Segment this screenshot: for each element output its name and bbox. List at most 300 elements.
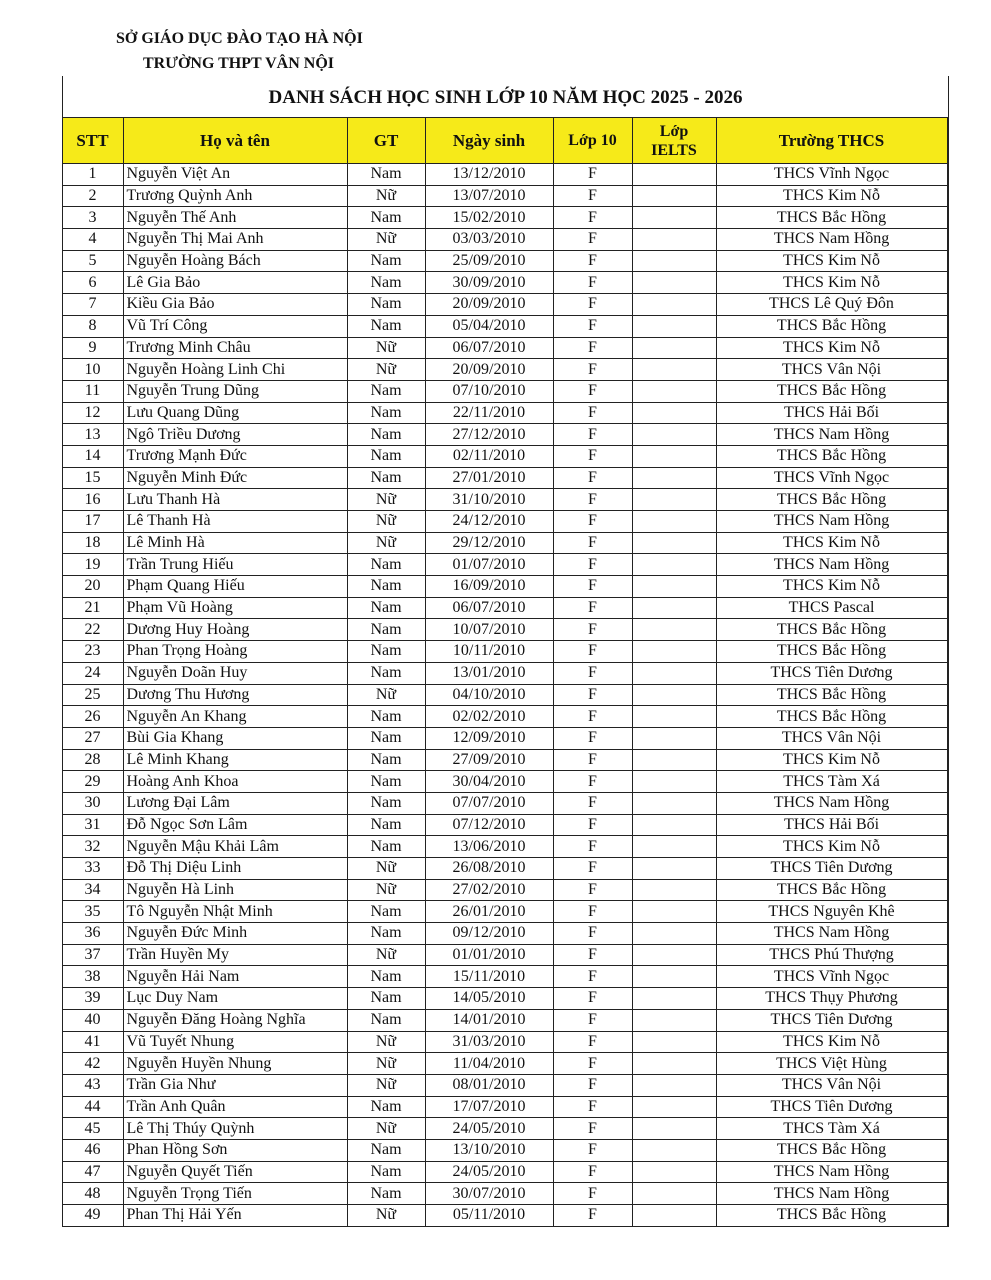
cell-stt: 19 <box>62 554 123 576</box>
cell-dob: 24/05/2010 <box>425 1161 553 1183</box>
cell-class10: F <box>553 229 632 251</box>
cell-ielts <box>632 749 716 771</box>
cell-name: Đỗ Thị Diệu Linh <box>123 858 347 880</box>
cell-gender: Nam <box>347 272 425 294</box>
cell-gender: Nam <box>347 749 425 771</box>
cell-name: Nguyễn Thế Anh <box>123 207 347 229</box>
cell-ielts <box>632 771 716 793</box>
cell-class10: F <box>553 944 632 966</box>
cell-stt: 37 <box>62 944 123 966</box>
table-row <box>62 879 947 901</box>
cell-name: Lương Đại Lâm <box>123 792 347 814</box>
cell-ielts <box>632 294 716 316</box>
cell-stt: 25 <box>62 684 123 706</box>
cell-stt: 33 <box>62 858 123 880</box>
table-row <box>62 944 947 966</box>
table-row <box>62 966 947 988</box>
cell-stt: 2 <box>62 185 123 207</box>
cell-gender: Nam <box>347 814 425 836</box>
cell-stt: 35 <box>62 901 123 923</box>
cell-name: Nguyễn Việt An <box>123 164 347 186</box>
cell-school: THCS Tiên Dương <box>716 858 947 880</box>
cell-gender: Nam <box>347 1139 425 1161</box>
cell-ielts <box>632 792 716 814</box>
cell-dob: 07/07/2010 <box>425 792 553 814</box>
cell-class10: F <box>553 489 632 511</box>
cell-dob: 30/09/2010 <box>425 272 553 294</box>
cell-dob: 13/06/2010 <box>425 836 553 858</box>
cell-gender: Nam <box>347 1161 425 1183</box>
cell-school: THCS Lê Quý Đôn <box>716 294 947 316</box>
cell-name: Lê Thị Thúy Quỳnh <box>123 1118 347 1140</box>
cell-school: THCS Kim Nỗ <box>716 836 947 858</box>
table-row <box>62 207 947 229</box>
cell-name: Lục Duy Nam <box>123 988 347 1010</box>
cell-dob: 27/01/2010 <box>425 467 553 489</box>
cell-name: Lê Minh Khang <box>123 749 347 771</box>
cell-dob: 13/01/2010 <box>425 662 553 684</box>
cell-dob: 12/09/2010 <box>425 727 553 749</box>
table-row <box>62 185 947 207</box>
cell-class10: F <box>553 380 632 402</box>
table-row <box>62 706 947 728</box>
cell-stt: 12 <box>62 402 123 424</box>
cell-dob: 01/01/2010 <box>425 944 553 966</box>
cell-class10: F <box>553 641 632 663</box>
cell-name: Đỗ Ngọc Sơn Lâm <box>123 814 347 836</box>
cell-dob: 27/09/2010 <box>425 749 553 771</box>
cell-stt: 48 <box>62 1183 123 1205</box>
cell-school: THCS Kim Nỗ <box>716 532 947 554</box>
cell-school: THCS Nam Hồng <box>716 923 947 945</box>
cell-class10: F <box>553 1183 632 1205</box>
cell-dob: 10/07/2010 <box>425 619 553 641</box>
list-title: DANH SÁCH HỌC SINH LỚP 10 NĂM HỌC 2025 - 2026 <box>268 87 743 108</box>
cell-gender: Nữ <box>347 359 425 381</box>
cell-school: THCS Nam Hồng <box>716 554 947 576</box>
cell-dob: 09/12/2010 <box>425 923 553 945</box>
column-header-class10: Lớp 10 <box>553 118 632 164</box>
table-row <box>62 1161 947 1183</box>
cell-name: Trương Quỳnh Anh <box>123 185 347 207</box>
cell-gender: Nữ <box>347 1118 425 1140</box>
cell-school: THCS Việt Hùng <box>716 1053 947 1075</box>
cell-school: THCS Vân Nội <box>716 1074 947 1096</box>
cell-school: THCS Vĩnh Ngọc <box>716 966 947 988</box>
cell-class10: F <box>553 1118 632 1140</box>
table-row <box>62 1031 947 1053</box>
table-row <box>62 229 947 251</box>
cell-ielts <box>632 641 716 663</box>
cell-school: THCS Vân Nội <box>716 359 947 381</box>
cell-name: Ngô Triều Dương <box>123 424 347 446</box>
cell-stt: 30 <box>62 792 123 814</box>
table-row <box>62 359 947 381</box>
cell-name: Nguyễn Huyền Nhung <box>123 1053 347 1075</box>
cell-name: Nguyễn Mậu Khải Lâm <box>123 836 347 858</box>
cell-school: THCS Nam Hồng <box>716 1183 947 1205</box>
table-row <box>62 1096 947 1118</box>
cell-class10: F <box>553 662 632 684</box>
cell-name: Phạm Vũ Hoàng <box>123 597 347 619</box>
cell-school: THCS Tàm Xá <box>716 1118 947 1140</box>
cell-dob: 04/10/2010 <box>425 684 553 706</box>
cell-class10: F <box>553 814 632 836</box>
cell-gender: Nam <box>347 1009 425 1031</box>
cell-school: THCS Phú Thượng <box>716 944 947 966</box>
cell-stt: 16 <box>62 489 123 511</box>
cell-name: Nguyễn Đức Minh <box>123 923 347 945</box>
cell-name: Lê Thanh Hà <box>123 511 347 533</box>
cell-class10: F <box>553 858 632 880</box>
cell-class10: F <box>553 1009 632 1031</box>
student-table <box>62 117 948 1227</box>
cell-class10: F <box>553 792 632 814</box>
cell-name: Nguyễn Đăng Hoàng Nghĩa <box>123 1009 347 1031</box>
cell-stt: 10 <box>62 359 123 381</box>
cell-dob: 08/01/2010 <box>425 1074 553 1096</box>
cell-name: Tô Nguyễn Nhật Minh <box>123 901 347 923</box>
cell-ielts <box>632 1053 716 1075</box>
table-row <box>62 1074 947 1096</box>
cell-school: THCS Kim Nỗ <box>716 250 947 272</box>
cell-gender: Nữ <box>347 1074 425 1096</box>
cell-class10: F <box>553 771 632 793</box>
cell-dob: 31/03/2010 <box>425 1031 553 1053</box>
cell-stt: 34 <box>62 879 123 901</box>
cell-dob: 30/04/2010 <box>425 771 553 793</box>
cell-class10: F <box>553 901 632 923</box>
cell-school: THCS Tàm Xá <box>716 771 947 793</box>
cell-ielts <box>632 684 716 706</box>
cell-dob: 29/12/2010 <box>425 532 553 554</box>
column-header-gender: GT <box>347 118 425 164</box>
table-row <box>62 792 947 814</box>
cell-school: THCS Nguyên Khê <box>716 901 947 923</box>
cell-dob: 20/09/2010 <box>425 294 553 316</box>
cell-dob: 01/07/2010 <box>425 554 553 576</box>
cell-stt: 14 <box>62 445 123 467</box>
table-row <box>62 380 947 402</box>
cell-name: Nguyễn Thị Mai Anh <box>123 229 347 251</box>
cell-school: THCS Kim Nỗ <box>716 185 947 207</box>
cell-gender: Nữ <box>347 944 425 966</box>
cell-gender: Nữ <box>347 1205 425 1227</box>
table-row <box>62 858 947 880</box>
cell-school: THCS Hải Bối <box>716 814 947 836</box>
table-row <box>62 402 947 424</box>
cell-name: Lê Gia Bảo <box>123 272 347 294</box>
cell-stt: 46 <box>62 1139 123 1161</box>
cell-dob: 05/11/2010 <box>425 1205 553 1227</box>
cell-dob: 05/04/2010 <box>425 315 553 337</box>
cell-stt: 9 <box>62 337 123 359</box>
cell-name: Nguyễn Hải Nam <box>123 966 347 988</box>
cell-gender: Nữ <box>347 858 425 880</box>
cell-name: Dương Thu Hương <box>123 684 347 706</box>
cell-dob: 10/11/2010 <box>425 641 553 663</box>
cell-class10: F <box>553 1096 632 1118</box>
cell-class10: F <box>553 1161 632 1183</box>
cell-dob: 26/01/2010 <box>425 901 553 923</box>
cell-name: Nguyễn Doãn Huy <box>123 662 347 684</box>
cell-stt: 22 <box>62 619 123 641</box>
table-row <box>62 836 947 858</box>
cell-gender: Nam <box>347 576 425 598</box>
cell-name: Vũ Trí Công <box>123 315 347 337</box>
cell-ielts <box>632 445 716 467</box>
cell-class10: F <box>553 966 632 988</box>
department-name: SỞ GIÁO DỤC ĐÀO TẠO HÀ NỘI <box>116 30 363 47</box>
cell-ielts <box>632 923 716 945</box>
cell-name: Nguyễn Hoàng Linh Chi <box>123 359 347 381</box>
table-row <box>62 901 947 923</box>
cell-name: Trần Anh Quân <box>123 1096 347 1118</box>
cell-dob: 25/09/2010 <box>425 250 553 272</box>
cell-school: THCS Bắc Hồng <box>716 315 947 337</box>
cell-dob: 13/07/2010 <box>425 185 553 207</box>
cell-gender: Nữ <box>347 1031 425 1053</box>
cell-name: Nguyễn Quyết Tiến <box>123 1161 347 1183</box>
cell-name: Nguyễn Trung Dũng <box>123 380 347 402</box>
cell-gender: Nam <box>347 641 425 663</box>
table-row <box>62 511 947 533</box>
cell-dob: 16/09/2010 <box>425 576 553 598</box>
student-list-sheet <box>62 76 949 1227</box>
cell-dob: 24/05/2010 <box>425 1118 553 1140</box>
cell-ielts <box>632 250 716 272</box>
cell-school: THCS Kim Nỗ <box>716 1031 947 1053</box>
cell-dob: 14/05/2010 <box>425 988 553 1010</box>
cell-ielts <box>632 1096 716 1118</box>
cell-stt: 39 <box>62 988 123 1010</box>
cell-class10: F <box>553 185 632 207</box>
table-row <box>62 684 947 706</box>
column-header-stt: STT <box>62 118 123 164</box>
cell-name: Lưu Quang Dũng <box>123 402 347 424</box>
cell-gender: Nữ <box>347 532 425 554</box>
table-row <box>62 467 947 489</box>
table-row <box>62 554 947 576</box>
table-row <box>62 597 947 619</box>
cell-dob: 20/09/2010 <box>425 359 553 381</box>
cell-name: Trương Minh Châu <box>123 337 347 359</box>
cell-dob: 13/10/2010 <box>425 1139 553 1161</box>
table-row <box>62 988 947 1010</box>
cell-dob: 15/11/2010 <box>425 966 553 988</box>
cell-dob: 06/07/2010 <box>425 597 553 619</box>
cell-ielts <box>632 944 716 966</box>
table-row <box>62 1205 947 1227</box>
cell-school: THCS Bắc Hồng <box>716 619 947 641</box>
cell-gender: Nam <box>347 901 425 923</box>
cell-dob: 31/10/2010 <box>425 489 553 511</box>
cell-ielts <box>632 879 716 901</box>
cell-gender: Nam <box>347 402 425 424</box>
cell-stt: 41 <box>62 1031 123 1053</box>
cell-ielts <box>632 185 716 207</box>
cell-class10: F <box>553 836 632 858</box>
cell-ielts <box>632 229 716 251</box>
cell-school: THCS Nam Hồng <box>716 424 947 446</box>
cell-class10: F <box>553 532 632 554</box>
cell-school: THCS Kim Nỗ <box>716 749 947 771</box>
cell-school: THCS Bắc Hồng <box>716 641 947 663</box>
cell-ielts <box>632 1074 716 1096</box>
cell-gender: Nam <box>347 294 425 316</box>
cell-gender: Nam <box>347 619 425 641</box>
table-row <box>62 814 947 836</box>
cell-school: THCS Vĩnh Ngọc <box>716 164 947 186</box>
cell-name: Vũ Tuyết Nhung <box>123 1031 347 1053</box>
cell-class10: F <box>553 1053 632 1075</box>
cell-ielts <box>632 402 716 424</box>
cell-ielts <box>632 207 716 229</box>
cell-gender: Nam <box>347 467 425 489</box>
cell-stt: 43 <box>62 1074 123 1096</box>
cell-name: Phan Hồng Sơn <box>123 1139 347 1161</box>
cell-class10: F <box>553 576 632 598</box>
cell-school: THCS Bắc Hồng <box>716 489 947 511</box>
cell-stt: 21 <box>62 597 123 619</box>
cell-gender: Nam <box>347 706 425 728</box>
cell-gender: Nam <box>347 380 425 402</box>
table-row <box>62 641 947 663</box>
table-row <box>62 294 947 316</box>
column-header-ielts <box>632 118 716 164</box>
cell-gender: Nam <box>347 164 425 186</box>
cell-dob: 22/11/2010 <box>425 402 553 424</box>
cell-class10: F <box>553 1031 632 1053</box>
cell-stt: 5 <box>62 250 123 272</box>
cell-stt: 32 <box>62 836 123 858</box>
cell-name: Nguyễn An Khang <box>123 706 347 728</box>
cell-school: THCS Vân Nội <box>716 727 947 749</box>
cell-stt: 38 <box>62 966 123 988</box>
cell-school: THCS Vĩnh Ngọc <box>716 467 947 489</box>
cell-stt: 27 <box>62 727 123 749</box>
cell-stt: 4 <box>62 229 123 251</box>
cell-class10: F <box>553 424 632 446</box>
table-row <box>62 662 947 684</box>
cell-gender: Nữ <box>347 185 425 207</box>
table-row <box>62 315 947 337</box>
column-header-name: Họ và tên <box>123 118 347 164</box>
cell-gender: Nam <box>347 727 425 749</box>
cell-gender: Nam <box>347 923 425 945</box>
table-row <box>62 445 947 467</box>
cell-stt: 24 <box>62 662 123 684</box>
table-row <box>62 532 947 554</box>
cell-class10: F <box>553 272 632 294</box>
cell-school: THCS Nam Hồng <box>716 792 947 814</box>
cell-school: THCS Thụy Phương <box>716 988 947 1010</box>
table-row <box>62 164 947 186</box>
cell-ielts <box>632 858 716 880</box>
cell-school: THCS Kim Nỗ <box>716 337 947 359</box>
cell-ielts <box>632 1031 716 1053</box>
cell-class10: F <box>553 164 632 186</box>
cell-name: Kiều Gia Bảo <box>123 294 347 316</box>
cell-school: THCS Bắc Hồng <box>716 706 947 728</box>
cell-gender: Nữ <box>347 229 425 251</box>
table-row <box>62 250 947 272</box>
cell-class10: F <box>553 554 632 576</box>
cell-school: THCS Tiên Dương <box>716 1096 947 1118</box>
cell-dob: 24/12/2010 <box>425 511 553 533</box>
cell-school: THCS Hải Bối <box>716 402 947 424</box>
table-row <box>62 727 947 749</box>
cell-ielts <box>632 467 716 489</box>
cell-school: THCS Kim Nỗ <box>716 272 947 294</box>
table-row <box>62 576 947 598</box>
cell-gender: Nam <box>347 1096 425 1118</box>
cell-ielts <box>632 554 716 576</box>
cell-stt: 15 <box>62 467 123 489</box>
cell-class10: F <box>553 727 632 749</box>
cell-gender: Nam <box>347 988 425 1010</box>
cell-dob: 17/07/2010 <box>425 1096 553 1118</box>
cell-class10: F <box>553 619 632 641</box>
table-header-row <box>62 118 947 164</box>
cell-ielts <box>632 988 716 1010</box>
cell-stt: 42 <box>62 1053 123 1075</box>
cell-stt: 29 <box>62 771 123 793</box>
cell-dob: 15/02/2010 <box>425 207 553 229</box>
cell-dob: 13/12/2010 <box>425 164 553 186</box>
cell-gender: Nữ <box>347 337 425 359</box>
cell-gender: Nữ <box>347 511 425 533</box>
cell-school: THCS Bắc Hồng <box>716 380 947 402</box>
cell-stt: 45 <box>62 1118 123 1140</box>
cell-class10: F <box>553 445 632 467</box>
cell-school: THCS Bắc Hồng <box>716 879 947 901</box>
cell-dob: 02/02/2010 <box>425 706 553 728</box>
cell-stt: 8 <box>62 315 123 337</box>
cell-gender: Nam <box>347 207 425 229</box>
cell-name: Phan Thị Hải Yến <box>123 1205 347 1227</box>
cell-stt: 49 <box>62 1205 123 1227</box>
cell-class10: F <box>553 988 632 1010</box>
cell-class10: F <box>553 250 632 272</box>
cell-class10: F <box>553 207 632 229</box>
cell-class10: F <box>553 511 632 533</box>
cell-dob: 11/04/2010 <box>425 1053 553 1075</box>
cell-stt: 31 <box>62 814 123 836</box>
cell-class10: F <box>553 402 632 424</box>
cell-school: THCS Tiên Dương <box>716 1009 947 1031</box>
table-row <box>62 749 947 771</box>
cell-name: Trần Gia Như <box>123 1074 347 1096</box>
cell-school: THCS Nam Hồng <box>716 1161 947 1183</box>
cell-name: Nguyễn Hà Linh <box>123 879 347 901</box>
cell-ielts <box>632 1183 716 1205</box>
cell-school: THCS Bắc Hồng <box>716 445 947 467</box>
cell-gender: Nam <box>347 554 425 576</box>
cell-gender: Nam <box>347 445 425 467</box>
cell-ielts <box>632 337 716 359</box>
table-row <box>62 619 947 641</box>
cell-gender: Nam <box>347 771 425 793</box>
cell-name: Nguyễn Hoàng Bách <box>123 250 347 272</box>
cell-stt: 40 <box>62 1009 123 1031</box>
cell-ielts <box>632 1009 716 1031</box>
cell-stt: 1 <box>62 164 123 186</box>
cell-name: Nguyễn Minh Đức <box>123 467 347 489</box>
cell-ielts <box>632 424 716 446</box>
cell-class10: F <box>553 706 632 728</box>
cell-name: Phan Trọng Hoàng <box>123 641 347 663</box>
